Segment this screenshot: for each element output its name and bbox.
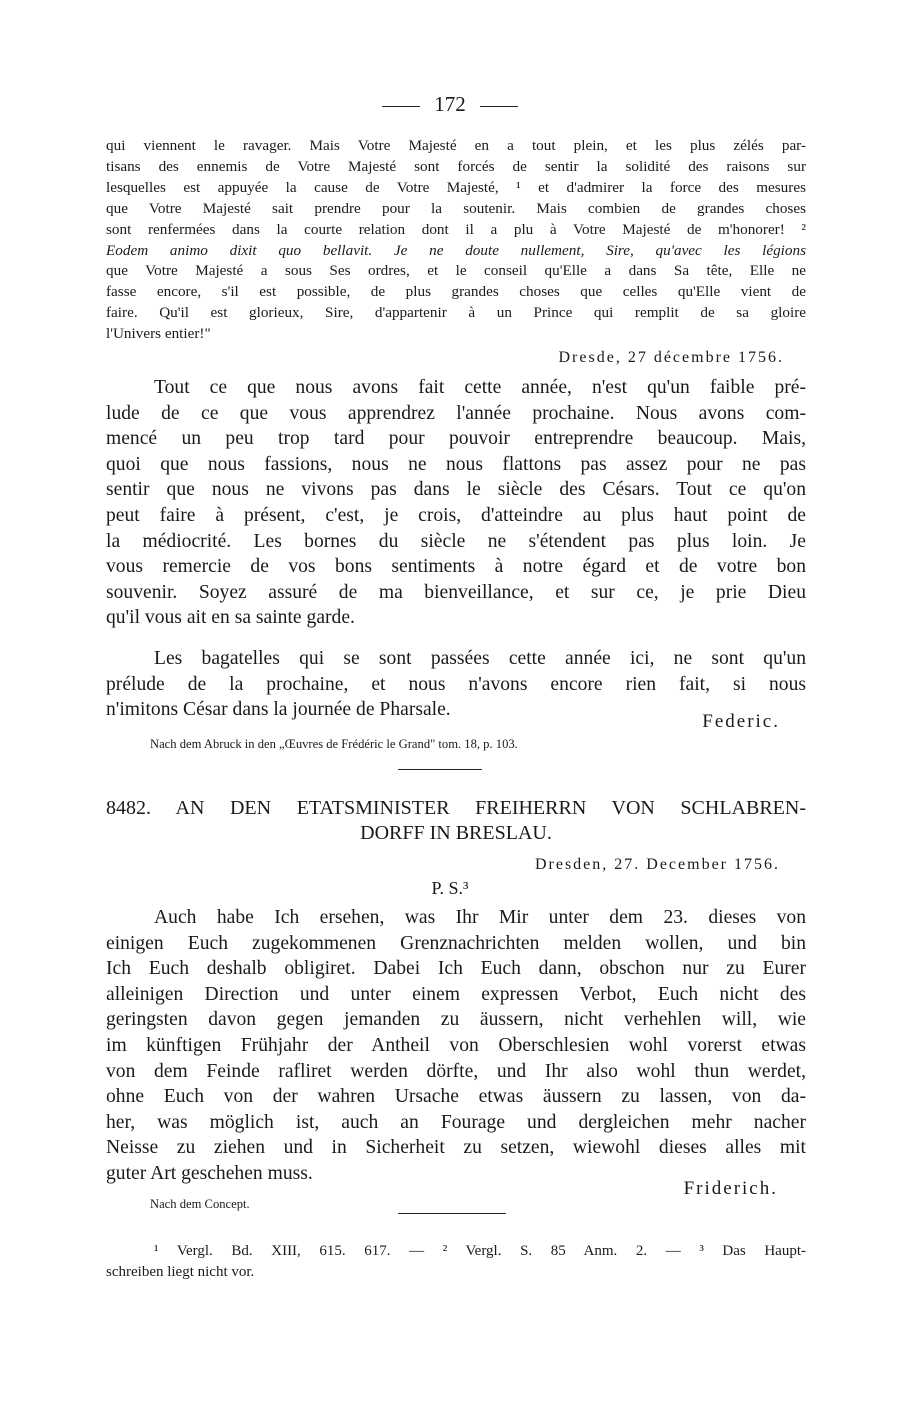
text-line: l'Univers entier!" — [106, 325, 211, 343]
text-line: sentir que nous ne vivons pas dans le siècle des Césars. Tout ce qu'on — [106, 479, 806, 501]
text-line: Auch habe Ich ersehen, was Ihr Mir unter dem 23. dieses von — [154, 907, 806, 928]
letter-source-note: Nach dem Concept. — [150, 1197, 250, 1211]
reply-source-note: Nach dem Abruck in den „Œuvres de Frédéric le Grand" tom. 18, p. 103. — [150, 737, 518, 751]
text-line: qu'il vous ait en sa sainte garde. — [106, 607, 355, 629]
letter-heading-line1: 8482. AN DEN ETATSMINISTER FREIHERRN VON SCHLABREN- — [106, 797, 806, 819]
text-line: lesquelles est appuyée la cause de Votre Majesté, ¹ et d'admirer la force des mesures — [106, 178, 806, 196]
text-line: einigen Euch zugekommenen Grenznachrichten melden wollen, und bin — [106, 932, 806, 954]
text-line: lude de ce que vous apprendrez l'année prochaine. Nous avons com- — [106, 402, 806, 424]
text-line: tisans des ennemis de Votre Majesté sont forcés de sentir la solidité des raisons sur — [106, 157, 806, 175]
letter-body — [106, 905, 806, 1187]
text-line: guter Art geschehen muss. — [106, 1162, 313, 1184]
text-line: faire. Qu'il est glorieux, Sire, d'appartenir à un Prince qui remplit de sa gloire — [106, 304, 806, 322]
footnotes — [106, 1241, 806, 1283]
section-divider — [398, 769, 482, 770]
text-line: n'imitons César dans la journée de Pharsale. — [106, 699, 451, 721]
text-line: von dem Feinde rafliret werden dörfte, und Ihr also wohl thun werdet, — [106, 1060, 806, 1082]
text-line: que Votre Majesté sait prendre pour la soutenir. Mais combien de grandes choses — [106, 199, 806, 217]
text-line: alleinigen Direction und unter einem expressen Verbot, Euch nicht des — [106, 983, 806, 1005]
text-line: Tout ce que nous avons fait cette année, n'est qu'un faible pré- — [154, 377, 806, 398]
letter-heading — [106, 796, 806, 846]
reply-body — [106, 375, 806, 631]
text-line: Ich Euch deshalb obligiret. Dabei Ich Euch dann, obschon nur zu Eurer — [106, 958, 806, 980]
text-line: que Votre Majesté a sous Ses ordres, et le conseil qu'Elle a dans Sa tête, Elle ne — [106, 262, 806, 280]
text-line: mencé un peu trop tard pour pouvoir entreprendre beaucoup. Mais, — [106, 428, 806, 450]
reply-postscript — [106, 646, 806, 723]
text-line: Eodem animo dixit quo bellavit. Je ne doute nullement, Sire, qu'avec les légions — [106, 241, 806, 259]
page-number: 172 — [434, 92, 466, 116]
text-line: Neisse zu ziehen und in Sicherheit zu setzen, wiewohl dieses alles mit — [106, 1137, 806, 1159]
text-line: Les bagatelles qui se sont passées cette année ici, ne sont qu'un — [154, 648, 806, 669]
text-line: quoi que nous fassions, nous ne nous flattons pas assez pour ne pas — [106, 453, 806, 475]
footnote-line: schreiben liegt nicht vor. — [106, 1264, 255, 1280]
text-line: ohne Euch von der wahren Ursache etwas äussern zu lassen, von da- — [106, 1086, 806, 1108]
text-line: sont renfermées dans la courte relation dont il a plu à Votre Majesté de m'honorer! ² — [106, 220, 806, 238]
text-line: geringsten davon gegen jemanden zu äussern, nicht verhehlen will, wie — [106, 1009, 806, 1031]
text-line: vous remercie de vos bons sentiments à notre égard et de votre bon — [106, 556, 806, 578]
header-rule-left — [382, 106, 420, 107]
reply-signature: Federic. — [702, 711, 780, 732]
text-line: peut faire à présent, c'est, je crois, d'atteindre au plus haut point de — [106, 504, 806, 526]
letter-heading-line2: DORFF IN BRESLAU. — [360, 822, 552, 844]
reply-dateline: Dresde, 27 décembre 1756. — [558, 349, 784, 366]
text-line: fasse encore, s'il est possible, de plus grandes choses que celles qu'Elle vient de — [106, 283, 806, 301]
postscript-label: P. S.³ — [431, 878, 469, 898]
footnote-divider — [398, 1213, 506, 1214]
letter-dateline: Dresden, 27. December 1756. — [534, 856, 780, 873]
header-rule-right — [480, 106, 518, 107]
text-line: souvenir. Soyez assuré de ma bienveillance, et sur ce, je prie Dieu — [106, 581, 806, 603]
letter-signature: Friderich. — [683, 1178, 778, 1199]
text-line: prélude de la prochaine, et nous n'avons encore rien fait, si nous — [106, 673, 806, 695]
text-line: im künftigen Frühjahr der Antheil von Oberschlesien wohl vorerst etwas — [106, 1034, 806, 1056]
page-header — [0, 92, 900, 117]
text-line: her, was möglich ist, auch an Fourage und dergleichen mehr nacher — [106, 1111, 806, 1133]
quoted-letter — [106, 136, 806, 345]
text-line: la médiocrité. Les bornes du siècle ne s'étendent pas plus loin. Je — [106, 530, 806, 552]
footnote-line: ¹ Vergl. Bd. XIII, 615. 617. — ² Vergl. S. 85 Anm. 2. — ³ Das Haupt- — [154, 1243, 806, 1259]
text-line: qui viennent le ravager. Mais Votre Majesté en a tout plein, et les plus zélés par- — [106, 137, 806, 154]
